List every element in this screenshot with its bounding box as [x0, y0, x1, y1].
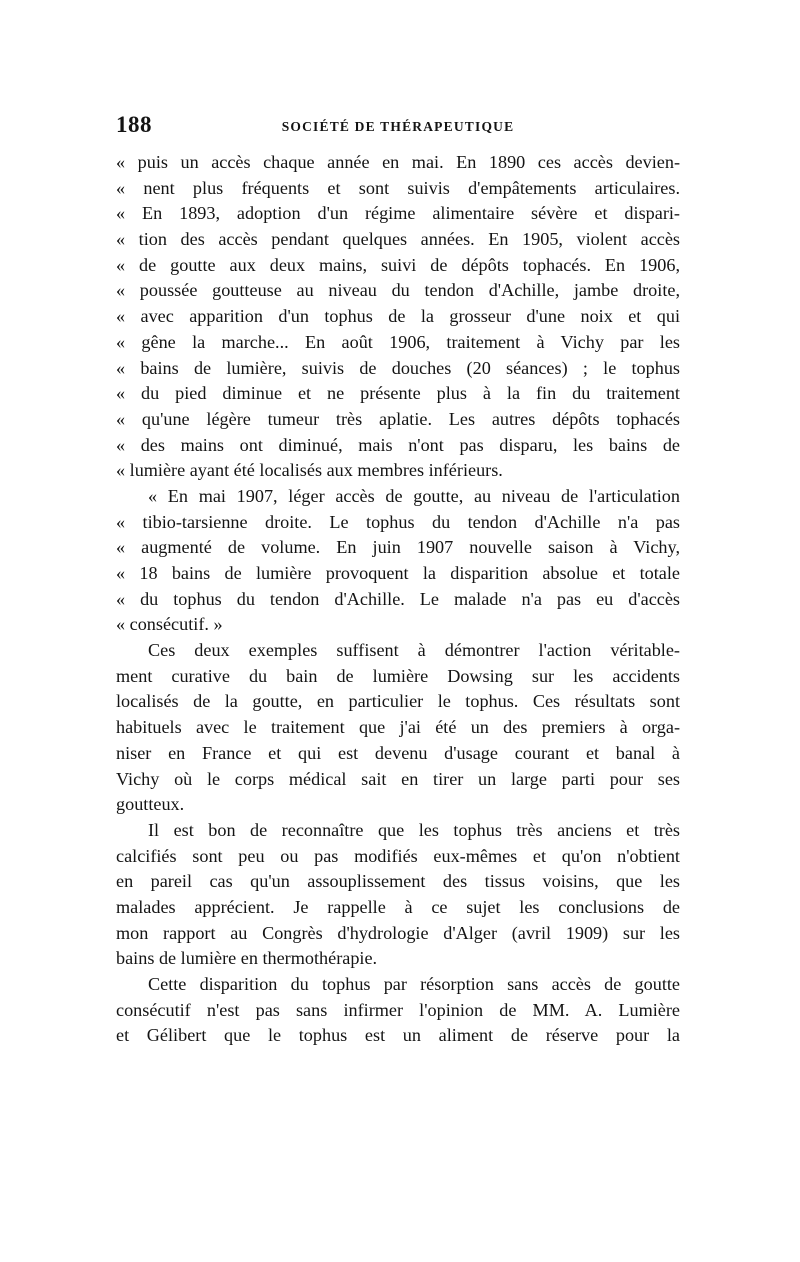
text-line: niser en France et qui est devenu d'usage courant et banal à [116, 742, 680, 763]
text-line: Vichy où le corps médical sait en tirer un large parti pour ses [116, 768, 680, 789]
text-line: et Gélibert que le tophus est un aliment de réserve pour la [116, 1025, 680, 1046]
text-line: « tibio-tarsienne droite. Le tophus du tendon d'Achille n'a pas [116, 511, 680, 532]
text-line: « 18 bains de lumière provoquent la disparition absolue et totale [116, 563, 680, 583]
text-line: Il est bon de reconnaître que les tophus très anciens et très [148, 819, 680, 840]
text-line: « qu'une légère tumeur très aplatie. Les autres dépôts tophacés [116, 408, 680, 429]
text-line: « avec apparition d'un tophus de la grosseur d'une noix et qui [116, 306, 680, 327]
text-line: « des mains ont diminué, mais n'ont pas disparu, les bains de [116, 434, 680, 455]
text-line: ment curative du bain de lumière Dowsing sur les accidents [116, 665, 680, 686]
text-line: habituels avec le traitement que j'ai été un des premiers à orga- [116, 717, 680, 738]
text-line: en pareil cas qu'un assouplissement des tissus voisins, que les [116, 871, 680, 892]
text-line: « lumière ayant été localisés aux membres inférieurs. [116, 460, 503, 481]
text-line: Cette disparition du tophus par résorption sans accès de goutte [148, 974, 680, 994]
text-line: goutteux. [116, 794, 185, 815]
text-line: Ces deux exemples suffisent à démontrer l'action véritable- [148, 640, 680, 661]
text-line: bains de lumière en thermothérapie. [116, 948, 378, 969]
text-line: calcifiés sont peu ou pas modifiés eux-mêmes et qu'on n'obtient [116, 845, 680, 866]
text-line: malades apprécient. Je rappelle à ce sujet les conclusions de [116, 896, 680, 917]
text-line: « du pied diminue et ne présente plus à la fin du traitement [116, 383, 680, 404]
page-header [116, 112, 680, 142]
text-line: « du tophus du tendon d'Achille. Le malade n'a pas eu d'accès [116, 588, 680, 609]
body-text [116, 150, 680, 1049]
text-line: « En mai 1907, léger accès de goutte, au niveau de l'articulation [148, 485, 680, 506]
text-line: « de goutte aux deux mains, suivi de dépôts tophacés. En 1906, [116, 254, 680, 275]
text-line: « bains de lumière, suivis de douches (20 séances) ; le tophus [116, 357, 680, 378]
text-line: « puis un accès chaque année en mai. En 1890 ces accès devien- [116, 152, 680, 172]
text-line: « tion des accès pendant quelques années. En 1905, violent accès [116, 229, 680, 250]
text-line: « poussée goutteuse au niveau du tendon d'Achille, jambe droite, [116, 280, 680, 301]
running-title: SOCIÉTÉ DE THÉRAPEUTIQUE [281, 119, 515, 134]
text-line: « En 1893, adoption d'un régime alimentaire sévère et dispari- [116, 203, 680, 224]
text-line: mon rapport au Congrès d'hydrologie d'Alger (avril 1909) sur les [116, 922, 680, 943]
text-line: « nent plus fréquents et sont suivis d'empâtements articulaires. [116, 177, 680, 198]
text-line: localisés de la goutte, en particulier le tophus. Ces résultats sont [116, 691, 680, 712]
text-line: « consécutif. » [116, 614, 223, 635]
text-line: consécutif n'est pas sans infirmer l'opinion de MM. A. Lumière [116, 999, 680, 1020]
page-number: 188 [116, 112, 152, 137]
text-line: « gêne la marche... En août 1906, traitement à Vichy par les [116, 331, 680, 352]
text-line: « augmenté de volume. En juin 1907 nouvelle saison à Vichy, [116, 537, 680, 558]
